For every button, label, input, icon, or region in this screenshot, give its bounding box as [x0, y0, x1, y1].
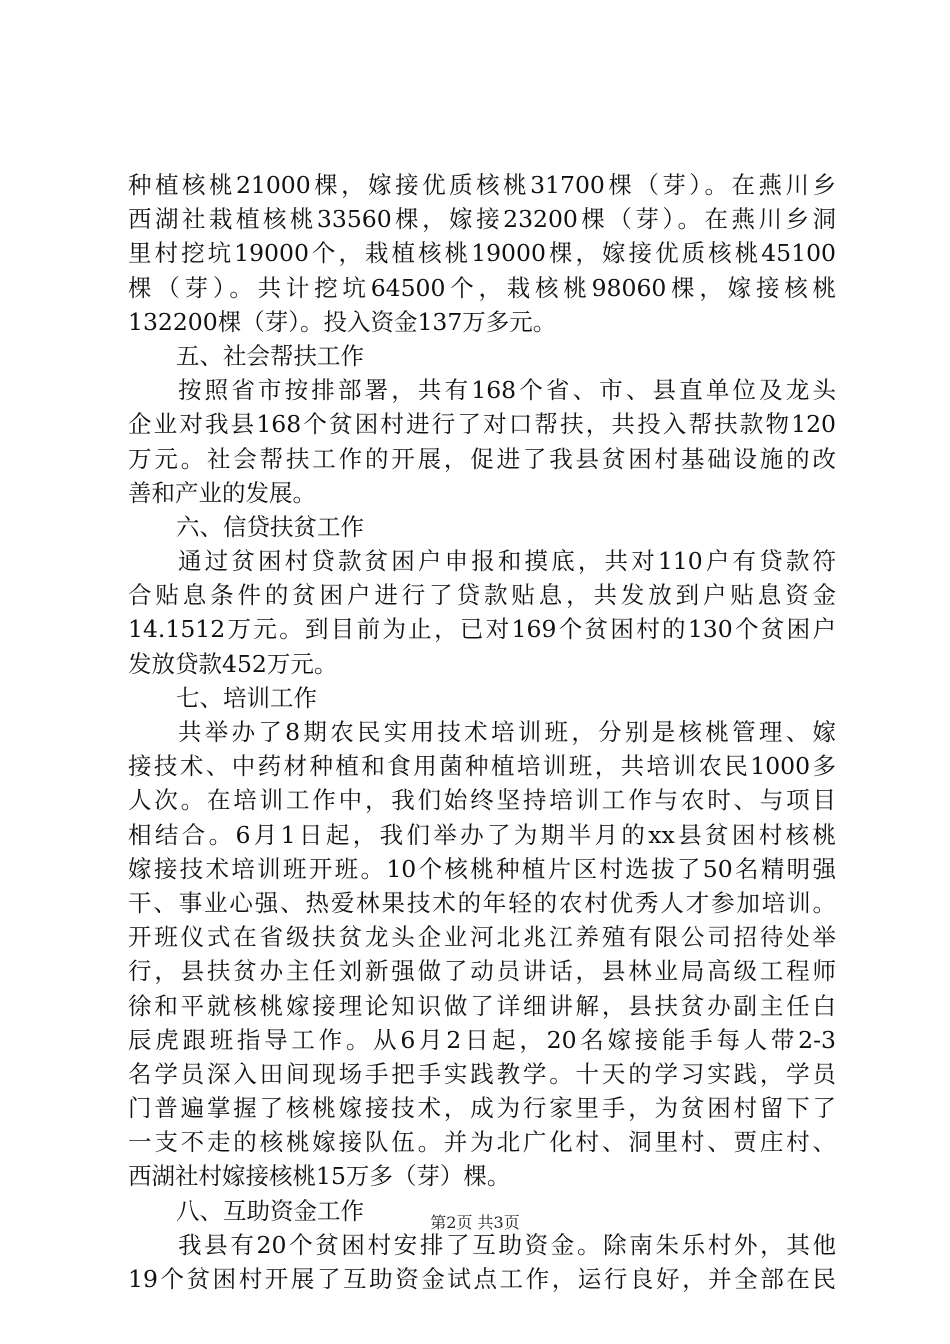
- document-body: [128, 168, 836, 1296]
- body-line: 企业对我县168个贫困村进行了对口帮扶，共投入帮扶款物120: [128, 410, 836, 439]
- section-heading: 八、互助资金工作: [176, 1196, 364, 1225]
- body-line: 嫁接技术培训班开班。10个核桃种植片区村选拔了50名精明强: [128, 854, 836, 883]
- body-line: 徐和平就核桃嫁接理论知识做了详细讲解，县扶贫办副主任白: [128, 991, 836, 1020]
- body-line: 合贴息条件的贫困户进行了贷款贴息，共发放到户贴息资金: [128, 581, 836, 610]
- body-line: 干、事业心强、热爱林果技术的年轻的农村优秀人才参加培训。: [128, 888, 836, 917]
- body-line: 开班仪式在省级扶贫龙头企业河北兆江养殖有限公司招待处举: [128, 923, 836, 952]
- body-line: 接技术、中药材种植和食用菌种植培训班，共培训农民1000多: [128, 752, 836, 781]
- body-line: 种植核桃21000棵，嫁接优质核桃31700棵（芽）。在燕川乡: [128, 171, 836, 199]
- body-line: 门普遍掌握了核桃嫁接技术，成为行家里手，为贫困村留下了: [128, 1094, 836, 1123]
- section-heading: 六、信贷扶贫工作: [176, 512, 364, 541]
- body-line: 按照省市按排部署，共有168个省、市、县直单位及龙头: [178, 376, 836, 405]
- body-line: 辰虎跟班指导工作。从6月2日起，20名嫁接能手每人带2-3: [128, 1025, 836, 1054]
- body-line: 行，县扶贫办主任刘新强做了动员讲话，县林业局高级工程师: [128, 957, 836, 986]
- section-heading: 五、社会帮扶工作: [176, 341, 364, 370]
- body-line: 共举办了8期农民实用技术培训班，分别是核桃管理、嫁: [178, 718, 836, 746]
- body-line: 人次。在培训工作中，我们始终坚持培训工作与农时、与项目: [128, 786, 836, 815]
- body-line: 西湖社村嫁接核桃15万多（芽）棵。: [128, 1162, 511, 1191]
- body-line: 通过贫困村贷款贫困户申报和摸底，共对110户有贷款符: [178, 547, 836, 576]
- body-line: 14.1512万元。到目前为止，已对169个贫困村的130个贫困户: [128, 615, 836, 644]
- body-line: 万元。社会帮扶工作的开展，促进了我县贫困村基础设施的改: [128, 444, 836, 473]
- body-line: 善和产业的发展。: [128, 478, 316, 507]
- body-line: 名学员深入田间现场手把手实践教学。十天的学习实践，学员: [128, 1059, 836, 1088]
- body-line: 我县有20个贫困村安排了互助资金。除南朱乐村外，其他: [178, 1230, 836, 1259]
- body-line: 132200棵（芽）。投入资金137万多元。: [128, 307, 557, 336]
- body-line: 棵（芽）。共计挖坑64500个，栽核桃98060棵，嫁接核桃: [128, 273, 836, 302]
- body-line: 里村挖坑19000个，栽植核桃19000棵，嫁接优质核桃45100: [128, 239, 836, 268]
- section-heading: 七、培训工作: [176, 683, 317, 712]
- body-line: 一支不走的核桃嫁接队伍。并为北广化村、洞里村、贾庄村、: [128, 1128, 836, 1157]
- body-line: 发放贷款452万元。: [128, 649, 338, 678]
- page-number: 第2页 共3页: [430, 1213, 520, 1232]
- body-line: 西湖社栽植核桃33560棵，嫁接23200棵（芽）。在燕川乡洞: [128, 205, 836, 234]
- body-line: 相结合。6月1日起，我们举办了为期半月的xx县贫困村核桃: [128, 820, 836, 849]
- body-line: 19个贫困村开展了互助资金试点工作，运行良好，并全部在民: [128, 1265, 836, 1293]
